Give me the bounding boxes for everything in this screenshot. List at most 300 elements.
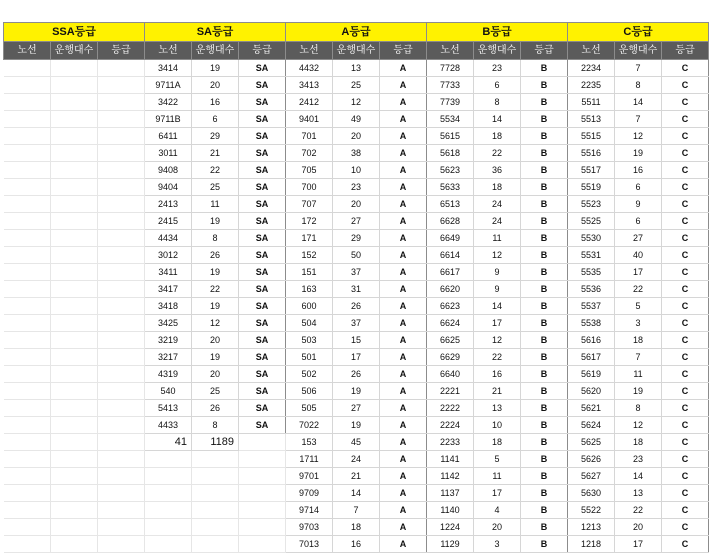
cell-sa-buses[interactable]: 6 <box>192 111 239 128</box>
cell-c-route[interactable]: 5516 <box>568 145 615 162</box>
empty-cell[interactable] <box>239 502 286 519</box>
cell-c-buses[interactable]: 6 <box>615 179 662 196</box>
cell-b-grade[interactable]: B <box>521 213 568 230</box>
cell-a-grade[interactable]: A <box>380 298 427 315</box>
cell-b-route[interactable]: 7728 <box>427 60 474 77</box>
cell-a-grade[interactable]: A <box>380 264 427 281</box>
cell-b-grade[interactable]: B <box>521 536 568 553</box>
cell-sa-buses[interactable]: 26 <box>192 247 239 264</box>
sa-total-count[interactable]: 41 <box>145 434 192 451</box>
empty-cell[interactable] <box>51 145 98 162</box>
cell-sa-buses[interactable]: 25 <box>192 179 239 196</box>
cell-c-route[interactable]: 5619 <box>568 366 615 383</box>
cell-b-route[interactable]: 1142 <box>427 468 474 485</box>
cell-b-grade[interactable]: B <box>521 485 568 502</box>
empty-cell[interactable] <box>4 349 51 366</box>
empty-cell[interactable] <box>4 179 51 196</box>
cell-a-grade[interactable]: A <box>380 519 427 536</box>
cell-b-grade[interactable]: B <box>521 230 568 247</box>
empty-cell[interactable] <box>51 485 98 502</box>
cell-c-buses[interactable]: 40 <box>615 247 662 264</box>
cell-sa-buses[interactable]: 20 <box>192 366 239 383</box>
empty-cell[interactable] <box>98 332 145 349</box>
cell-b-grade[interactable]: B <box>521 383 568 400</box>
cell-b-route[interactable]: 1129 <box>427 536 474 553</box>
empty-cell[interactable] <box>51 247 98 264</box>
cell-c-route[interactable]: 5525 <box>568 213 615 230</box>
cell-c-route[interactable]: 5513 <box>568 111 615 128</box>
cell-c-route[interactable]: 5535 <box>568 264 615 281</box>
empty-cell[interactable] <box>98 536 145 553</box>
empty-cell[interactable] <box>98 383 145 400</box>
cell-b-grade[interactable]: B <box>521 264 568 281</box>
cell-a-grade[interactable]: A <box>380 230 427 247</box>
cell-c-buses[interactable]: 12 <box>615 417 662 434</box>
cell-c-grade[interactable]: C <box>662 468 709 485</box>
cell-a-buses[interactable]: 16 <box>333 536 380 553</box>
empty-cell[interactable] <box>51 77 98 94</box>
cell-b-grade[interactable]: B <box>521 247 568 264</box>
cell-a-route[interactable]: 9714 <box>286 502 333 519</box>
cell-b-grade[interactable]: B <box>521 332 568 349</box>
cell-sa-route[interactable]: 9408 <box>145 162 192 179</box>
cell-b-grade[interactable]: B <box>521 111 568 128</box>
cell-a-route[interactable]: 504 <box>286 315 333 332</box>
cell-sa-route[interactable]: 3425 <box>145 315 192 332</box>
cell-a-grade[interactable]: A <box>380 366 427 383</box>
empty-cell[interactable] <box>4 383 51 400</box>
empty-cell[interactable] <box>98 179 145 196</box>
empty-cell[interactable] <box>4 451 51 468</box>
empty-cell[interactable] <box>4 162 51 179</box>
cell-c-route[interactable]: 1218 <box>568 536 615 553</box>
cell-sa-route[interactable]: 3011 <box>145 145 192 162</box>
cell-a-buses[interactable]: 15 <box>333 332 380 349</box>
cell-a-route[interactable]: 502 <box>286 366 333 383</box>
cell-a-grade[interactable]: A <box>380 281 427 298</box>
empty-cell[interactable] <box>51 332 98 349</box>
empty-cell[interactable] <box>98 349 145 366</box>
cell-sa-buses[interactable]: 19 <box>192 213 239 230</box>
cell-c-route[interactable]: 5515 <box>568 128 615 145</box>
cell-c-buses[interactable]: 18 <box>615 434 662 451</box>
cell-b-buses[interactable]: 16 <box>474 366 521 383</box>
empty-cell[interactable] <box>98 502 145 519</box>
cell-a-buses[interactable]: 31 <box>333 281 380 298</box>
cell-c-grade[interactable]: C <box>662 179 709 196</box>
cell-c-grade[interactable]: C <box>662 417 709 434</box>
cell-a-route[interactable]: 172 <box>286 213 333 230</box>
empty-cell[interactable] <box>239 451 286 468</box>
empty-cell[interactable] <box>145 451 192 468</box>
cell-c-route[interactable]: 5625 <box>568 434 615 451</box>
cell-a-grade[interactable]: A <box>380 179 427 196</box>
cell-c-route[interactable]: 5621 <box>568 400 615 417</box>
empty-cell[interactable] <box>4 77 51 94</box>
cell-a-route[interactable]: 707 <box>286 196 333 213</box>
empty-cell[interactable] <box>98 196 145 213</box>
cell-a-buses[interactable]: 19 <box>333 383 380 400</box>
cell-a-route[interactable]: 700 <box>286 179 333 196</box>
cell-c-grade[interactable]: C <box>662 94 709 111</box>
cell-a-buses[interactable]: 26 <box>333 298 380 315</box>
cell-sa-buses[interactable]: 19 <box>192 349 239 366</box>
cell-a-buses[interactable]: 20 <box>333 128 380 145</box>
cell-a-route[interactable]: 4432 <box>286 60 333 77</box>
cell-c-grade[interactable]: C <box>662 77 709 94</box>
cell-sa-buses[interactable]: 29 <box>192 128 239 145</box>
cell-c-route[interactable]: 5530 <box>568 230 615 247</box>
cell-sa-grade[interactable]: SA <box>239 349 286 366</box>
empty-cell[interactable] <box>51 468 98 485</box>
empty-cell[interactable] <box>145 485 192 502</box>
empty-cell[interactable] <box>4 281 51 298</box>
cell-c-route[interactable]: 5537 <box>568 298 615 315</box>
empty-cell[interactable] <box>4 519 51 536</box>
cell-a-route[interactable]: 7013 <box>286 536 333 553</box>
cell-c-grade[interactable]: C <box>662 128 709 145</box>
cell-sa-grade[interactable]: SA <box>239 315 286 332</box>
cell-c-buses[interactable]: 7 <box>615 60 662 77</box>
empty-cell[interactable] <box>4 400 51 417</box>
empty-cell[interactable] <box>4 434 51 451</box>
empty-cell[interactable] <box>145 519 192 536</box>
empty-cell[interactable] <box>51 162 98 179</box>
cell-b-grade[interactable]: B <box>521 128 568 145</box>
cell-a-grade[interactable]: A <box>380 383 427 400</box>
cell-a-grade[interactable]: A <box>380 332 427 349</box>
cell-sa-grade[interactable]: SA <box>239 94 286 111</box>
empty-cell[interactable] <box>51 366 98 383</box>
cell-sa-grade[interactable]: SA <box>239 213 286 230</box>
cell-a-route[interactable]: 2412 <box>286 94 333 111</box>
cell-b-buses[interactable]: 24 <box>474 196 521 213</box>
empty-cell[interactable] <box>192 536 239 553</box>
cell-c-buses[interactable]: 16 <box>615 162 662 179</box>
cell-a-grade[interactable]: A <box>380 502 427 519</box>
cell-sa-buses[interactable]: 20 <box>192 77 239 94</box>
cell-c-buses[interactable]: 17 <box>615 536 662 553</box>
cell-a-buses[interactable]: 23 <box>333 179 380 196</box>
cell-b-route[interactable]: 6640 <box>427 366 474 383</box>
cell-c-buses[interactable]: 12 <box>615 128 662 145</box>
cell-a-grade[interactable]: A <box>380 400 427 417</box>
cell-sa-grade[interactable]: SA <box>239 281 286 298</box>
empty-cell[interactable] <box>51 315 98 332</box>
cell-a-route[interactable]: 501 <box>286 349 333 366</box>
cell-sa-buses[interactable]: 19 <box>192 60 239 77</box>
cell-b-buses[interactable]: 11 <box>474 230 521 247</box>
cell-b-buses[interactable]: 12 <box>474 247 521 264</box>
empty-cell[interactable] <box>98 468 145 485</box>
empty-cell[interactable] <box>51 417 98 434</box>
cell-b-buses[interactable]: 36 <box>474 162 521 179</box>
cell-a-route[interactable]: 9703 <box>286 519 333 536</box>
cell-c-route[interactable]: 5617 <box>568 349 615 366</box>
cell-b-grade[interactable]: B <box>521 451 568 468</box>
cell-a-route[interactable]: 506 <box>286 383 333 400</box>
cell-a-grade[interactable]: A <box>380 247 427 264</box>
cell-b-buses[interactable]: 20 <box>474 519 521 536</box>
cell-a-buses[interactable]: 19 <box>333 417 380 434</box>
cell-b-buses[interactable]: 9 <box>474 264 521 281</box>
cell-b-route[interactable]: 6629 <box>427 349 474 366</box>
cell-c-route[interactable]: 5627 <box>568 468 615 485</box>
cell-a-route[interactable]: 153 <box>286 434 333 451</box>
empty-cell[interactable] <box>98 366 145 383</box>
empty-cell[interactable] <box>4 536 51 553</box>
empty-cell[interactable] <box>51 213 98 230</box>
cell-sa-buses[interactable]: 20 <box>192 332 239 349</box>
cell-a-buses[interactable]: 29 <box>333 230 380 247</box>
cell-sa-grade[interactable]: SA <box>239 230 286 247</box>
cell-b-buses[interactable]: 17 <box>474 315 521 332</box>
cell-b-grade[interactable]: B <box>521 315 568 332</box>
cell-b-grade[interactable]: B <box>521 349 568 366</box>
cell-b-route[interactable]: 6649 <box>427 230 474 247</box>
cell-c-buses[interactable]: 22 <box>615 281 662 298</box>
cell-c-grade[interactable]: C <box>662 366 709 383</box>
cell-sa-route[interactable]: 9711A <box>145 77 192 94</box>
cell-b-grade[interactable]: B <box>521 94 568 111</box>
cell-a-route[interactable]: 9701 <box>286 468 333 485</box>
cell-a-grade[interactable]: A <box>380 485 427 502</box>
cell-b-route[interactable]: 2224 <box>427 417 474 434</box>
cell-c-grade[interactable]: C <box>662 451 709 468</box>
cell-sa-buses[interactable]: 8 <box>192 417 239 434</box>
cell-a-buses[interactable]: 24 <box>333 451 380 468</box>
cell-sa-route[interactable]: 4433 <box>145 417 192 434</box>
cell-c-route[interactable]: 5624 <box>568 417 615 434</box>
cell-sa-grade[interactable]: SA <box>239 60 286 77</box>
cell-b-route[interactable]: 6628 <box>427 213 474 230</box>
cell-sa-route[interactable]: 3012 <box>145 247 192 264</box>
cell-sa-buses[interactable]: 26 <box>192 400 239 417</box>
cell-a-buses[interactable]: 14 <box>333 485 380 502</box>
empty-cell[interactable] <box>192 485 239 502</box>
empty-cell[interactable] <box>4 213 51 230</box>
empty-cell[interactable] <box>4 468 51 485</box>
cell-b-grade[interactable]: B <box>521 281 568 298</box>
cell-a-grade[interactable]: A <box>380 111 427 128</box>
cell-c-buses[interactable]: 23 <box>615 451 662 468</box>
empty-cell[interactable] <box>51 502 98 519</box>
empty-cell[interactable] <box>98 213 145 230</box>
empty-cell[interactable] <box>51 519 98 536</box>
empty-cell[interactable] <box>4 315 51 332</box>
cell-c-buses[interactable]: 8 <box>615 77 662 94</box>
cell-sa-grade[interactable]: SA <box>239 128 286 145</box>
cell-a-route[interactable]: 152 <box>286 247 333 264</box>
cell-b-buses[interactable]: 6 <box>474 77 521 94</box>
cell-c-buses[interactable]: 18 <box>615 332 662 349</box>
cell-sa-route[interactable]: 6411 <box>145 128 192 145</box>
empty-cell[interactable] <box>4 230 51 247</box>
empty-cell[interactable] <box>51 434 98 451</box>
cell-sa-grade[interactable]: SA <box>239 247 286 264</box>
cell-b-route[interactable]: 6620 <box>427 281 474 298</box>
cell-b-route[interactable]: 5534 <box>427 111 474 128</box>
cell-a-grade[interactable]: A <box>380 213 427 230</box>
cell-a-buses[interactable]: 27 <box>333 400 380 417</box>
empty-cell[interactable] <box>51 179 98 196</box>
cell-a-grade[interactable]: A <box>380 349 427 366</box>
empty-cell[interactable] <box>98 485 145 502</box>
cell-b-buses[interactable]: 12 <box>474 332 521 349</box>
empty-cell[interactable] <box>51 264 98 281</box>
empty-cell[interactable] <box>98 451 145 468</box>
cell-a-route[interactable]: 171 <box>286 230 333 247</box>
cell-a-route[interactable]: 7022 <box>286 417 333 434</box>
cell-sa-buses[interactable]: 19 <box>192 264 239 281</box>
empty-cell[interactable] <box>98 94 145 111</box>
cell-c-grade[interactable]: C <box>662 281 709 298</box>
cell-a-buses[interactable]: 25 <box>333 77 380 94</box>
empty-cell[interactable] <box>4 366 51 383</box>
cell-c-grade[interactable]: C <box>662 332 709 349</box>
cell-b-route[interactable]: 2221 <box>427 383 474 400</box>
empty-cell[interactable] <box>98 417 145 434</box>
cell-c-buses[interactable]: 7 <box>615 349 662 366</box>
cell-a-grade[interactable]: A <box>380 77 427 94</box>
cell-a-grade[interactable]: A <box>380 434 427 451</box>
cell-b-buses[interactable]: 24 <box>474 213 521 230</box>
cell-b-grade[interactable]: B <box>521 145 568 162</box>
empty-cell[interactable] <box>192 502 239 519</box>
cell-a-route[interactable]: 505 <box>286 400 333 417</box>
empty-cell[interactable] <box>51 60 98 77</box>
empty-cell[interactable] <box>98 77 145 94</box>
cell-b-route[interactable]: 7733 <box>427 77 474 94</box>
cell-c-grade[interactable]: C <box>662 502 709 519</box>
cell-a-route[interactable]: 503 <box>286 332 333 349</box>
cell-a-grade[interactable]: A <box>380 536 427 553</box>
cell-a-grade[interactable]: A <box>380 451 427 468</box>
cell-b-buses[interactable]: 22 <box>474 145 521 162</box>
cell-sa-grade[interactable]: SA <box>239 145 286 162</box>
cell-sa-route[interactable]: 3418 <box>145 298 192 315</box>
cell-a-route[interactable]: 600 <box>286 298 333 315</box>
cell-sa-route[interactable]: 3217 <box>145 349 192 366</box>
cell-a-route[interactable]: 702 <box>286 145 333 162</box>
cell-b-buses[interactable]: 3 <box>474 536 521 553</box>
cell-c-buses[interactable]: 27 <box>615 230 662 247</box>
cell-c-buses[interactable]: 20 <box>615 519 662 536</box>
cell-a-grade[interactable]: A <box>380 468 427 485</box>
cell-a-grade[interactable]: A <box>380 417 427 434</box>
cell-c-route[interactable]: 5630 <box>568 485 615 502</box>
cell-b-buses[interactable]: 23 <box>474 60 521 77</box>
cell-c-route[interactable]: 1213 <box>568 519 615 536</box>
cell-a-route[interactable]: 701 <box>286 128 333 145</box>
cell-b-route[interactable]: 6625 <box>427 332 474 349</box>
cell-a-buses[interactable]: 38 <box>333 145 380 162</box>
cell-sa-grade[interactable]: SA <box>239 332 286 349</box>
empty-cell[interactable] <box>98 230 145 247</box>
cell-b-route[interactable]: 1141 <box>427 451 474 468</box>
cell-c-buses[interactable]: 6 <box>615 213 662 230</box>
cell-c-grade[interactable]: C <box>662 264 709 281</box>
cell-c-grade[interactable]: C <box>662 383 709 400</box>
cell-c-buses[interactable]: 19 <box>615 383 662 400</box>
cell-a-buses[interactable]: 12 <box>333 94 380 111</box>
cell-a-grade[interactable]: A <box>380 315 427 332</box>
empty-cell[interactable] <box>4 502 51 519</box>
cell-sa-route[interactable]: 2415 <box>145 213 192 230</box>
cell-b-buses[interactable]: 10 <box>474 417 521 434</box>
cell-sa-buses[interactable]: 22 <box>192 162 239 179</box>
cell-sa-grade[interactable]: SA <box>239 366 286 383</box>
cell-b-buses[interactable]: 18 <box>474 434 521 451</box>
empty-cell[interactable] <box>98 111 145 128</box>
cell-b-grade[interactable]: B <box>521 366 568 383</box>
cell-sa-route[interactable]: 3422 <box>145 94 192 111</box>
cell-b-grade[interactable]: B <box>521 196 568 213</box>
cell-sa-grade[interactable]: SA <box>239 111 286 128</box>
empty-cell[interactable] <box>192 519 239 536</box>
cell-b-grade[interactable]: B <box>521 400 568 417</box>
cell-c-route[interactable]: 5538 <box>568 315 615 332</box>
empty-cell[interactable] <box>98 60 145 77</box>
cell-c-buses[interactable]: 17 <box>615 264 662 281</box>
cell-c-route[interactable]: 5616 <box>568 332 615 349</box>
cell-sa-grade[interactable]: SA <box>239 162 286 179</box>
cell-c-route[interactable]: 5523 <box>568 196 615 213</box>
empty-cell[interactable] <box>4 128 51 145</box>
cell-a-buses[interactable]: 37 <box>333 264 380 281</box>
empty-cell[interactable] <box>4 145 51 162</box>
cell-b-buses[interactable]: 11 <box>474 468 521 485</box>
cell-sa-buses[interactable]: 19 <box>192 298 239 315</box>
cell-b-grade[interactable]: B <box>521 77 568 94</box>
cell-c-buses[interactable]: 11 <box>615 366 662 383</box>
cell-a-buses[interactable]: 18 <box>333 519 380 536</box>
cell-c-buses[interactable]: 14 <box>615 468 662 485</box>
cell-b-grade[interactable]: B <box>521 60 568 77</box>
cell-a-buses[interactable]: 10 <box>333 162 380 179</box>
cell-a-grade[interactable]: A <box>380 94 427 111</box>
cell-c-buses[interactable]: 9 <box>615 196 662 213</box>
cell-b-buses[interactable]: 18 <box>474 179 521 196</box>
empty-cell[interactable] <box>98 162 145 179</box>
cell-c-grade[interactable]: C <box>662 60 709 77</box>
cell-sa-buses[interactable]: 12 <box>192 315 239 332</box>
cell-c-grade[interactable]: C <box>662 349 709 366</box>
cell-c-route[interactable]: 2235 <box>568 77 615 94</box>
cell-a-buses[interactable]: 50 <box>333 247 380 264</box>
cell-c-grade[interactable]: C <box>662 196 709 213</box>
cell-a-buses[interactable]: 21 <box>333 468 380 485</box>
cell-b-route[interactable]: 6617 <box>427 264 474 281</box>
cell-c-grade[interactable]: C <box>662 519 709 536</box>
cell-b-buses[interactable]: 5 <box>474 451 521 468</box>
empty-cell[interactable] <box>4 196 51 213</box>
cell-c-grade[interactable]: C <box>662 213 709 230</box>
cell-b-route[interactable]: 2233 <box>427 434 474 451</box>
cell-b-route[interactable]: 6623 <box>427 298 474 315</box>
empty-cell[interactable] <box>51 281 98 298</box>
cell-sa-route[interactable]: 5413 <box>145 400 192 417</box>
cell-sa-grade[interactable]: SA <box>239 179 286 196</box>
cell-b-grade[interactable]: B <box>521 179 568 196</box>
cell-a-grade[interactable]: A <box>380 162 427 179</box>
cell-c-buses[interactable]: 3 <box>615 315 662 332</box>
cell-sa-route[interactable]: 4319 <box>145 366 192 383</box>
empty-cell[interactable] <box>98 434 145 451</box>
empty-cell[interactable] <box>145 536 192 553</box>
empty-cell[interactable] <box>4 332 51 349</box>
cell-a-buses[interactable]: 17 <box>333 349 380 366</box>
